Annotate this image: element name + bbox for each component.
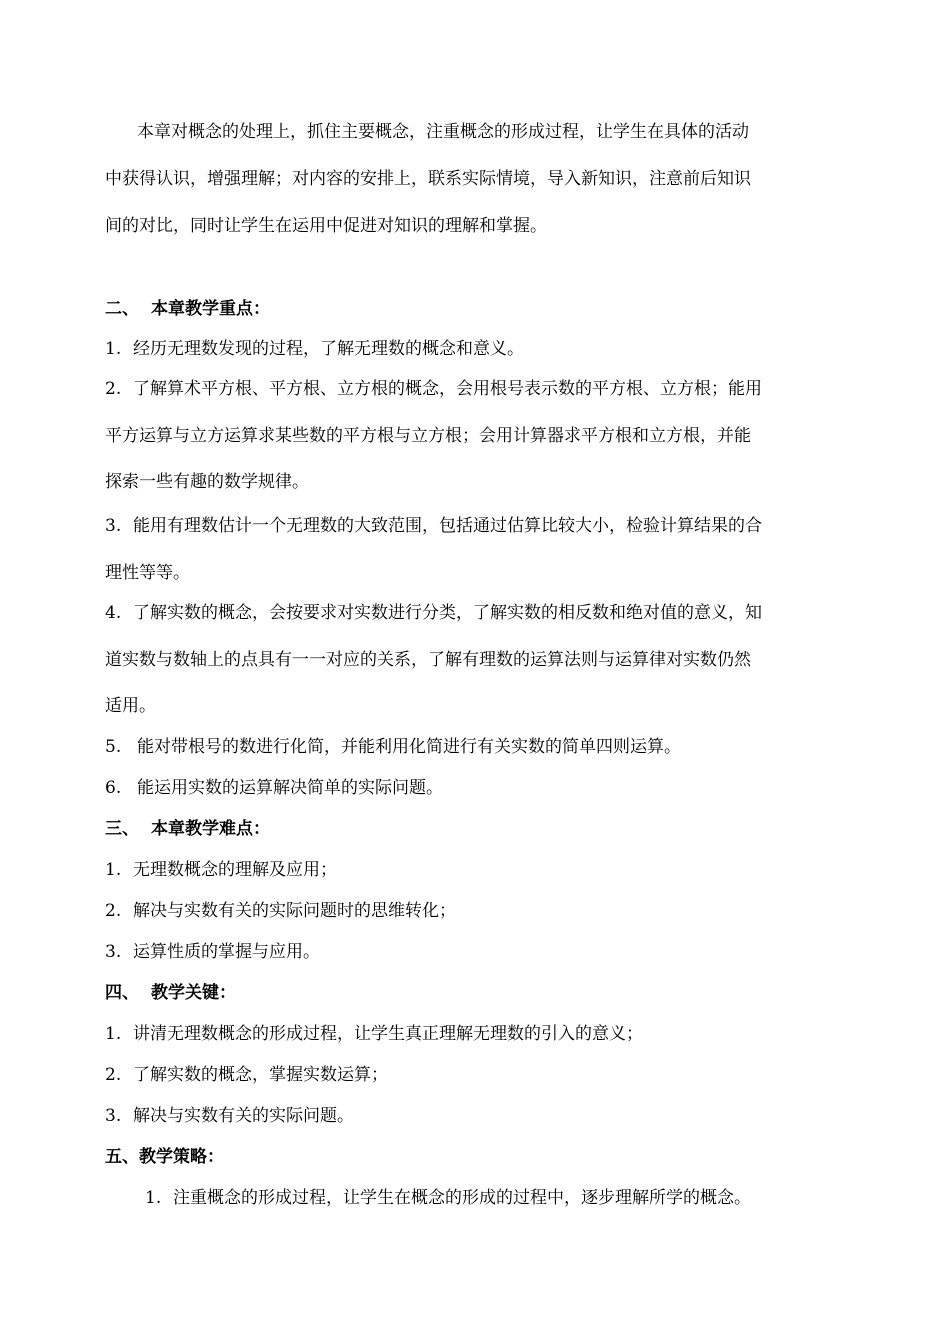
section4-number: 四、 — [105, 983, 139, 1003]
s3-item-1-num: 1. — [105, 860, 122, 880]
section2-heading — [105, 297, 270, 321]
s3-item-3 — [105, 940, 320, 964]
s3-item-3-num: 3. — [105, 942, 122, 962]
s2-item-3-text-1: 能用有理数估计一个无理数的大致范围，包括通过估算比较大小，检验计算结果的合 — [133, 516, 762, 536]
s2-item-4-line-3: 适用。 — [105, 696, 156, 716]
s2-item-6 — [105, 776, 443, 800]
s2-item-2-line-2: 平方运算与立方运算求某些数的平方根与立方根；会用计算器求平方根和立方根，并能 — [105, 426, 751, 446]
s4-item-1 — [105, 1022, 643, 1046]
s2-item-3-num: 3. — [105, 516, 122, 536]
s2-item-5 — [105, 735, 681, 759]
intro-line-3: 间的对比，同时让学生在运用中促进对知识的理解和掌握。 — [105, 216, 547, 236]
s4-item-1-num: 1. — [105, 1024, 122, 1044]
section3-title: 本章教学难点： — [151, 819, 270, 839]
s4-item-2-text: 了解实数的概念，掌握实数运算； — [133, 1065, 388, 1085]
s5-item-1-text: 注重概念的形成过程，让学生在概念的形成的过程中，逐步理解所学的概念。 — [173, 1188, 751, 1208]
s2-item-4 — [105, 601, 762, 625]
s2-item-3-line-2: 理性等等。 — [105, 563, 190, 583]
s5-item-1-num: 1. — [145, 1188, 162, 1208]
s2-item-2-line-3: 探索一些有趣的数学规律。 — [105, 472, 309, 492]
s2-item-1 — [105, 337, 524, 361]
s2-item-4-num: 4. — [105, 603, 122, 623]
s4-item-2-num: 2. — [105, 1065, 122, 1085]
s2-item-2-num: 2. — [105, 379, 122, 399]
s2-item-5-text: 能对带根号的数进行化简，并能利用化简进行有关实数的简单四则运算。 — [137, 737, 681, 757]
section2-title: 本章教学重点： — [151, 299, 270, 319]
s4-item-3-text: 解决与实数有关的实际问题。 — [133, 1106, 354, 1126]
s5-item-1 — [145, 1186, 751, 1210]
intro-line-1: 本章对概念的处理上，抓住主要概念，注重概念的形成过程，让学生在具体的活动 — [137, 122, 749, 142]
s4-item-3-num: 3. — [105, 1106, 122, 1126]
section4-title: 教学关键： — [151, 983, 236, 1003]
s3-item-3-text: 运算性质的掌握与应用。 — [133, 942, 320, 962]
section3-heading — [105, 817, 270, 841]
section5-heading: 五、教学策略： — [105, 1147, 224, 1167]
s2-item-1-text: 经历无理数发现的过程，了解无理数的概念和意义。 — [133, 339, 524, 359]
s3-item-1-text: 无理数概念的理解及应用； — [133, 860, 337, 880]
s2-item-3 — [105, 514, 762, 538]
s4-item-2 — [105, 1063, 388, 1087]
s2-item-4-text-1: 了解实数的概念，会按要求对实数进行分类，了解实数的相反数和绝对值的意义，知 — [133, 603, 762, 623]
s2-item-6-text: 能运用实数的运算解决简单的实际问题。 — [137, 778, 443, 798]
s3-item-1 — [105, 858, 337, 882]
s2-item-5-num: 5. — [105, 737, 122, 757]
section4-heading — [105, 981, 236, 1005]
intro-line-2: 中获得认识，增强理解；对内容的安排上，联系实际情境，导入新知识，注意前后知识 — [105, 169, 751, 189]
s2-item-2-text-1: 了解算术平方根、平方根、立方根的概念，会用根号表示数的平方根、立方根；能用 — [133, 379, 762, 399]
s3-item-2-num: 2. — [105, 901, 122, 921]
s4-item-1-text: 讲清无理数概念的形成过程，让学生真正理解无理数的引入的意义； — [133, 1024, 643, 1044]
section3-number: 三、 — [105, 819, 139, 839]
s2-item-2 — [105, 377, 762, 401]
s2-item-1-num: 1. — [105, 339, 122, 359]
s3-item-2 — [105, 899, 456, 923]
section2-number: 二、 — [105, 299, 139, 319]
s4-item-3 — [105, 1104, 354, 1128]
s2-item-4-line-2: 道实数与数轴上的点具有一一对应的关系，了解有理数的运算法则与运算律对实数仍然 — [105, 650, 751, 670]
s2-item-6-num: 6. — [105, 778, 122, 798]
s3-item-2-text: 解决与实数有关的实际问题时的思维转化； — [133, 901, 456, 921]
